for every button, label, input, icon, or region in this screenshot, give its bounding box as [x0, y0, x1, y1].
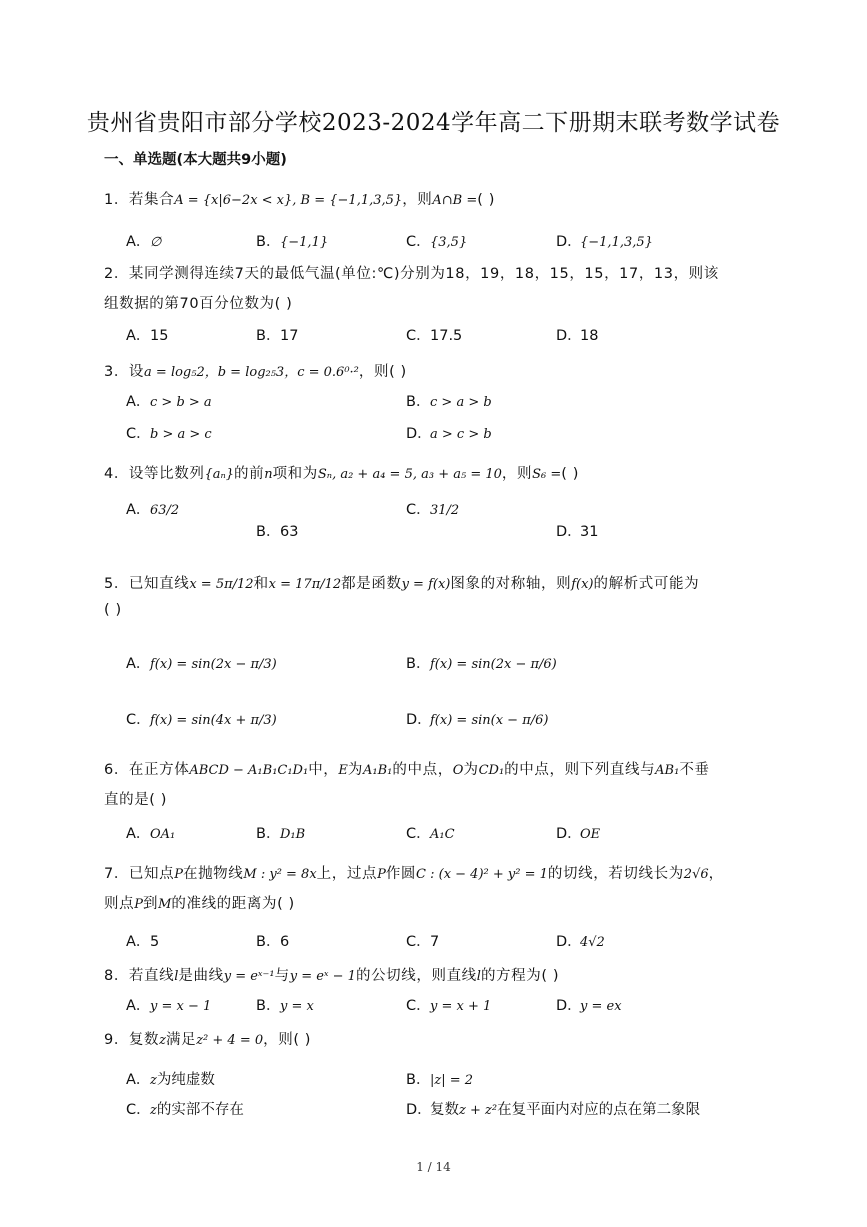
option-label: D．: [556, 934, 582, 950]
q1-text-post: ，则: [402, 192, 433, 208]
option-math: z: [150, 1073, 157, 1088]
q8-text-mid3: 的公切线，则直线: [355, 968, 477, 984]
question-1: [104, 188, 495, 209]
option-label: C．: [126, 1102, 151, 1118]
q1-tail: ( ): [477, 192, 495, 208]
option-value: 18: [580, 328, 599, 344]
q3-text-post: ，则( ): [358, 364, 407, 380]
option-value: a > c > b: [430, 427, 492, 442]
q9-text-mid: 满足: [166, 1032, 197, 1048]
q7-line2-text-b: 到: [142, 896, 159, 912]
option-value-tail: 在复平面内对应的点在第二象限: [497, 1102, 701, 1118]
q6-math4: O: [452, 763, 464, 778]
option-label: D．: [556, 328, 582, 344]
option-label: C．: [406, 826, 431, 842]
question-2-line-2: 组数据的第70百分位数为( ): [104, 296, 293, 312]
option-math: z: [150, 1103, 157, 1118]
q8-text-mid: 是曲线: [178, 968, 224, 984]
option-value: f(x) = sin(4x + π/3): [150, 713, 277, 728]
q6-text-mid3: 的中点，: [392, 762, 453, 778]
q7-text-mid2: 上，过点: [316, 866, 378, 882]
q3-math: a = log₅2，b = log₂₅3，c = 0.6⁰·²: [144, 365, 359, 380]
q7-option-b[interactable]: [256, 930, 289, 951]
q7-math2: M : y² = 8x: [243, 867, 317, 882]
q9-text: 9．复数: [104, 1032, 160, 1048]
q6-math3: A₁B₁: [363, 763, 393, 778]
q3-option-b[interactable]: [406, 390, 492, 411]
q8-text-mid2: 与: [274, 968, 290, 984]
option-value: 的实部不存在: [156, 1102, 244, 1118]
q4-option-b[interactable]: [256, 520, 298, 541]
q4-tail: ( ): [561, 466, 579, 482]
question-7: [104, 862, 724, 883]
option-label: A．: [126, 234, 151, 250]
q5-math4: f(x): [571, 577, 594, 592]
option-value: D₁B: [280, 827, 306, 842]
option-label: B．: [256, 934, 281, 950]
question-6: [104, 758, 710, 779]
q4-option-d[interactable]: [556, 520, 598, 541]
q5-option-a[interactable]: [126, 652, 277, 673]
q6-text-mid4: 为: [463, 762, 479, 778]
option-label: B．: [256, 524, 281, 540]
q9-option-a[interactable]: [126, 1068, 215, 1089]
option-value: y = x + 1: [430, 999, 492, 1014]
option-value: {−1,1}: [280, 235, 329, 250]
q9-option-c[interactable]: [126, 1098, 244, 1119]
option-label: A．: [126, 1072, 151, 1088]
option-label: D．: [406, 712, 432, 728]
q6-text: 6．在正方体: [104, 762, 190, 778]
q9-math2: z² + 4 = 0: [196, 1033, 264, 1048]
option-label: C．: [126, 426, 151, 442]
option-value: 4√2: [580, 935, 605, 950]
q6-math2: E: [338, 763, 348, 778]
option-value: y = ex: [580, 999, 622, 1014]
q9-text-post: ，则( ): [263, 1032, 312, 1048]
q1-text: 1．若集合: [104, 192, 175, 208]
q1-math: A = {x|6−2x < x}, B = {−1,1,3,5}: [174, 193, 403, 208]
question-5-line-2: ( ): [104, 602, 122, 618]
option-label: D．: [406, 1102, 432, 1118]
q2-option-c[interactable]: [406, 324, 462, 345]
option-value: {−1,1,3,5}: [580, 235, 653, 250]
option-label: C．: [406, 502, 431, 518]
q3-option-d[interactable]: [406, 422, 492, 443]
q8-option-d[interactable]: [556, 994, 622, 1015]
page-number: 1 / 14: [416, 1160, 451, 1174]
option-label: C．: [126, 712, 151, 728]
option-value: b > a > c: [150, 427, 212, 442]
option-label: C．: [406, 998, 431, 1014]
q5-option-c[interactable]: [126, 708, 277, 729]
option-value: 31: [580, 524, 599, 540]
q4-text-post: ，则: [501, 466, 533, 482]
option-label: B．: [256, 998, 281, 1014]
q7-math3: P: [377, 867, 386, 882]
q6-text-mid5: 的中点，则下列直线与: [504, 762, 656, 778]
q4-option-c[interactable]: [406, 498, 459, 519]
q1-option-b[interactable]: [256, 230, 328, 251]
option-label: C．: [406, 328, 431, 344]
q3-option-a[interactable]: [126, 390, 212, 411]
q2-option-d[interactable]: [556, 324, 598, 345]
option-value: f(x) = sin(x − π/6): [430, 713, 549, 728]
q6-option-a[interactable]: [126, 822, 175, 843]
option-label: A．: [126, 656, 151, 672]
q9-option-b[interactable]: [406, 1068, 473, 1089]
q8-option-a[interactable]: [126, 994, 211, 1015]
q8-math4: l: [476, 969, 481, 984]
option-label: B．: [406, 656, 431, 672]
q4-text-mid: 的前: [234, 466, 265, 482]
q4-math: {aₙ}: [204, 467, 234, 482]
q7-text-mid4: 的切线，若切线长为: [547, 866, 684, 882]
q7-text-mid: 在抛物线: [182, 866, 244, 882]
q6-math5: CD₁: [478, 763, 505, 778]
q5-math: x = 5π/12: [189, 577, 254, 592]
option-label: B．: [256, 328, 281, 344]
q5-text-mid2: 都是函数: [341, 576, 402, 592]
option-value: 63: [280, 524, 299, 540]
option-label: D．: [556, 524, 582, 540]
q9-math: z: [159, 1033, 166, 1048]
q7-text-mid3: 作圆: [385, 866, 417, 882]
q7-option-c[interactable]: [406, 930, 439, 951]
option-value: 复数: [430, 1102, 459, 1118]
q5-text-post: 的解析式可能为: [593, 576, 700, 592]
q3-text: 3．设: [104, 364, 145, 380]
option-value: f(x) = sin(2x − π/3): [150, 657, 277, 672]
q4-text-mid2: 项和为: [272, 466, 318, 482]
page-title: 贵州省贵阳市部分学校2023-2024学年高二下册期末联考数学试卷: [86, 110, 781, 136]
option-value: 6: [280, 934, 290, 950]
q6-option-c[interactable]: [406, 822, 455, 843]
option-label: A．: [126, 394, 151, 410]
option-value: c > b > a: [150, 395, 212, 410]
option-label: B．: [256, 234, 281, 250]
option-label: B．: [256, 826, 281, 842]
option-value: 17.5: [430, 328, 463, 344]
option-label: A．: [126, 502, 151, 518]
option-value: 17: [280, 328, 299, 344]
q7-math: P: [174, 867, 183, 882]
option-value: A₁C: [430, 827, 455, 842]
q7-option-a[interactable]: [126, 930, 159, 951]
q7-math4: C : (x − 4)² + y² = 1: [416, 867, 548, 882]
option-value: OE: [580, 827, 601, 842]
q3-option-c[interactable]: [126, 422, 212, 443]
q5-text-mid: 和: [253, 576, 269, 592]
option-value: 63/2: [150, 503, 180, 518]
option-math: z + z²: [459, 1103, 498, 1118]
option-value: OA₁: [150, 827, 176, 842]
q4-text: 4．设等比数列: [104, 466, 205, 482]
q2-option-b[interactable]: [256, 324, 298, 345]
q1-math2: A∩B =: [432, 193, 478, 208]
q1-option-c[interactable]: [406, 230, 467, 251]
option-label: D．: [556, 234, 582, 250]
q6-option-b[interactable]: [256, 822, 305, 843]
q5-option-b[interactable]: [406, 652, 557, 673]
option-value: f(x) = sin(2x − π/6): [430, 657, 557, 672]
option-label: A．: [126, 826, 151, 842]
q8-math: l: [174, 969, 179, 984]
q7-text-post: ，: [708, 866, 724, 882]
option-label: D．: [406, 426, 432, 442]
q5-text: 5．已知直线: [104, 576, 190, 592]
q6-text-mid: 中，: [308, 762, 339, 778]
q9-option-d[interactable]: [406, 1098, 700, 1119]
option-label: B．: [406, 394, 431, 410]
q7-math5: 2√6: [683, 867, 709, 882]
q6-math: ABCD − A₁B₁C₁D₁: [189, 763, 309, 778]
q5-math2: x = 17π/12: [268, 577, 342, 592]
option-label: D．: [556, 826, 582, 842]
q7-line2-text-a: 则点: [104, 896, 135, 912]
question-5: [104, 572, 699, 593]
option-value: 5: [150, 934, 160, 950]
q4-math3: Sₙ, a₂ + a₄ = 5, a₃ + a₅ = 10: [317, 467, 502, 482]
option-label: D．: [556, 998, 582, 1014]
q8-text-post: 的方程为( ): [480, 968, 560, 984]
option-value: 15: [150, 328, 169, 344]
q2-option-a[interactable]: [126, 324, 168, 345]
option-value: {3,5}: [430, 235, 468, 250]
q1-option-a[interactable]: [126, 230, 161, 251]
q1-option-d[interactable]: [556, 230, 653, 251]
q7-line2-math: P: [134, 897, 143, 912]
option-value: 为纯虚数: [156, 1072, 215, 1088]
question-2-line-1: 2．某同学测得连续7天的最低气温(单位:℃)分别为18，19，18，15，15，17，13，则该: [104, 266, 719, 282]
option-label: A．: [126, 934, 151, 950]
q6-option-d[interactable]: [556, 822, 600, 843]
q5-option-d[interactable]: [406, 708, 548, 729]
option-value: ∅: [150, 235, 162, 250]
q5-text-mid3: 图象的对称轴，则: [450, 576, 572, 592]
q7-text: 7．已知点: [104, 866, 175, 882]
q8-option-b[interactable]: [256, 994, 314, 1015]
q4-math4: S₆ =: [532, 467, 562, 482]
option-value: c > a > b: [430, 395, 492, 410]
q8-text: 8．若直线: [104, 968, 175, 984]
question-3: [104, 360, 407, 381]
option-label: A．: [126, 998, 151, 1014]
q4-math2: n: [264, 467, 273, 482]
option-label: C．: [406, 234, 431, 250]
section-heading: 一、单选题(本大题共9小题): [104, 152, 287, 168]
q7-line2-math2: M: [158, 897, 172, 912]
option-value: 7: [430, 934, 440, 950]
question-8: [104, 964, 559, 985]
q6-text-post: 不垂: [679, 762, 710, 778]
option-label: A．: [126, 328, 151, 344]
q8-math3: y = eˣ − 1: [289, 969, 356, 984]
option-label: B．: [406, 1072, 431, 1088]
q7-line2-text-c: 的准线的距离为( ): [171, 896, 295, 912]
q5-math3: y = f(x): [401, 577, 451, 592]
q6-math6: AB₁: [655, 763, 680, 778]
option-value: y = x − 1: [150, 999, 212, 1014]
question-6-line-2: 直的是( ): [104, 792, 168, 808]
question-9: [104, 1028, 311, 1049]
q8-math2: y = eˣ⁻¹: [223, 969, 275, 984]
question-7-line-2: [104, 892, 295, 913]
question-4: [104, 462, 579, 483]
option-value: 31/2: [430, 503, 460, 518]
option-value: |z| = 2: [430, 1073, 474, 1088]
q8-option-c[interactable]: [406, 994, 491, 1015]
q4-option-a[interactable]: [126, 498, 179, 519]
option-label: C．: [406, 934, 431, 950]
q7-option-d[interactable]: [556, 930, 605, 951]
q6-text-mid2: 为: [347, 762, 364, 778]
option-value: y = x: [280, 999, 314, 1014]
